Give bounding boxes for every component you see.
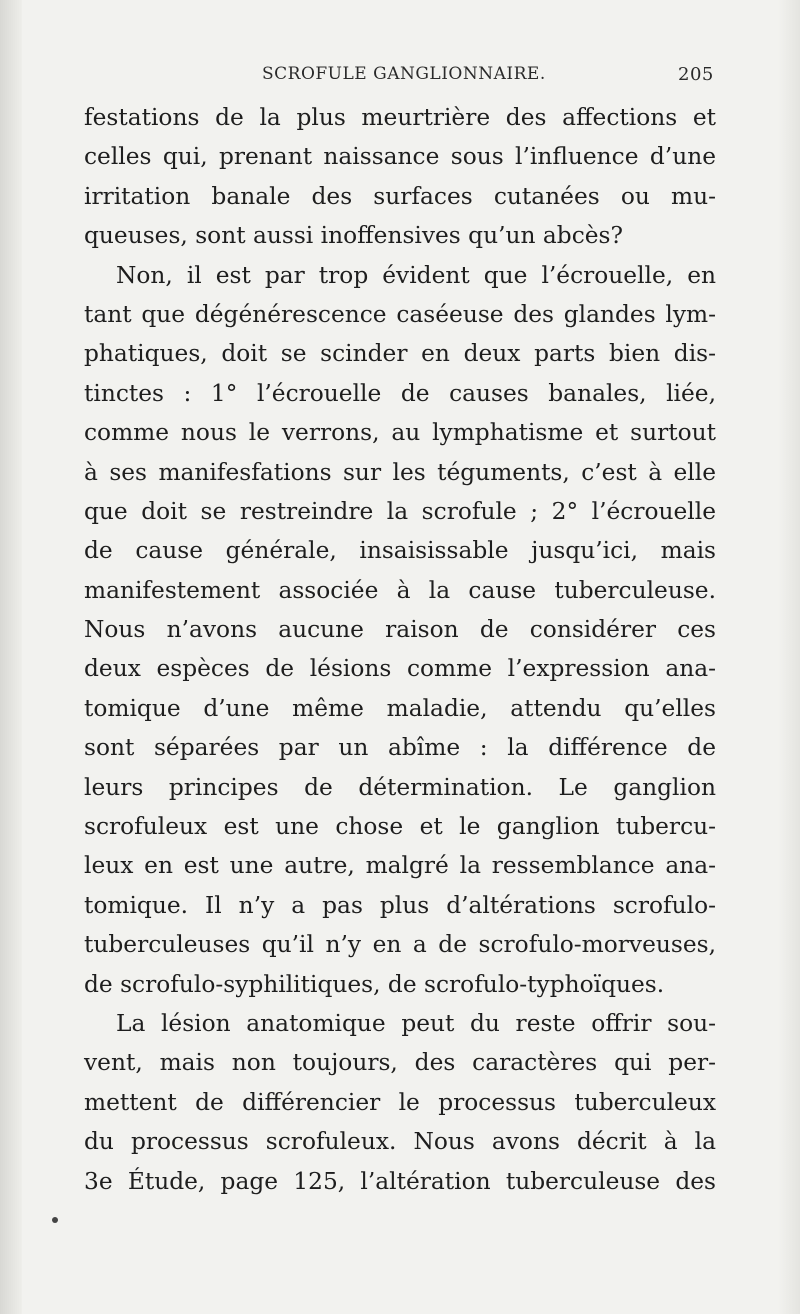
text-line: de scrofulo-syphilitiques, de scrofulo-typhoïques. <box>84 970 665 998</box>
text-line: irritation banale des surfaces cutanées ou mu- <box>84 182 716 210</box>
text-line: queuses, sont aussi inoffensives qu’un abcès? <box>84 222 623 250</box>
text-line: que doit se restreindre la scrofule ; 2° l’écrouelle <box>84 497 716 525</box>
page-gutter-shadow <box>0 0 22 1314</box>
text-line: leurs principes de détermination. Le ganglion <box>84 773 716 801</box>
page-number: 205 <box>678 64 714 85</box>
text-line: leux en est une autre, malgré la ressemblance ana- <box>84 852 716 880</box>
text-line: tomique. Il n’y a pas plus d’altérations scrofulo- <box>84 891 716 919</box>
text-line: scrofuleux est une chose et le ganglion tubercu- <box>84 813 716 841</box>
running-head: SCROFULE GANGLIONNAIRE. <box>262 64 546 84</box>
ink-speck <box>52 1217 58 1223</box>
text-line: festations de la plus meurtrière des affections et <box>84 104 716 131</box>
text-line: phatiques, doit se scinder en deux parts bien dis- <box>84 340 716 368</box>
text-line: celles qui, prenant naissance sous l’influence d’une <box>84 143 716 171</box>
text-line: mettent de différencier le processus tuberculeux <box>84 1088 716 1116</box>
page-edge <box>778 0 800 1314</box>
text-line: comme nous le verrons, au lymphatisme et surtout <box>84 419 716 447</box>
text-line: tinctes : 1° l’écrouelle de causes banales, liée, <box>84 379 716 407</box>
text-line: Non, il est par trop évident que l’écrouelle, en <box>116 261 716 289</box>
text-line: La lésion anatomique peut du reste offrir sou- <box>116 1009 716 1037</box>
text-line: sont séparées par un abîme : la différence de <box>84 734 716 762</box>
text-line: Nous n’avons aucune raison de considérer ces <box>84 616 716 644</box>
text-line: vent, mais non toujours, des caractères qui per- <box>84 1049 716 1077</box>
text-line: tuberculeuses qu’il n’y en a de scrofulo-morveuses, <box>84 931 716 959</box>
text-line: à ses manifesfations sur les téguments, c’est à elle <box>84 458 716 486</box>
text-line: 3e Étude, page 125, l’altération tuberculeuse des <box>84 1167 716 1195</box>
page-header <box>262 60 714 90</box>
text-line: manifestement associée à la cause tuberculeuse. <box>84 576 716 604</box>
text-line: de cause générale, insaisissable jusqu’ici, mais <box>84 537 716 565</box>
text-line: du processus scrofuleux. Nous avons décrit à la <box>84 1128 716 1156</box>
text-line: tomique d’une même maladie, attendu qu’elles <box>84 694 716 722</box>
text-line: tant que dégénérescence caséeuse des glandes lym- <box>84 300 716 328</box>
body-text <box>84 98 716 1201</box>
text-line: deux espèces de lésions comme l’expression ana- <box>84 655 716 683</box>
